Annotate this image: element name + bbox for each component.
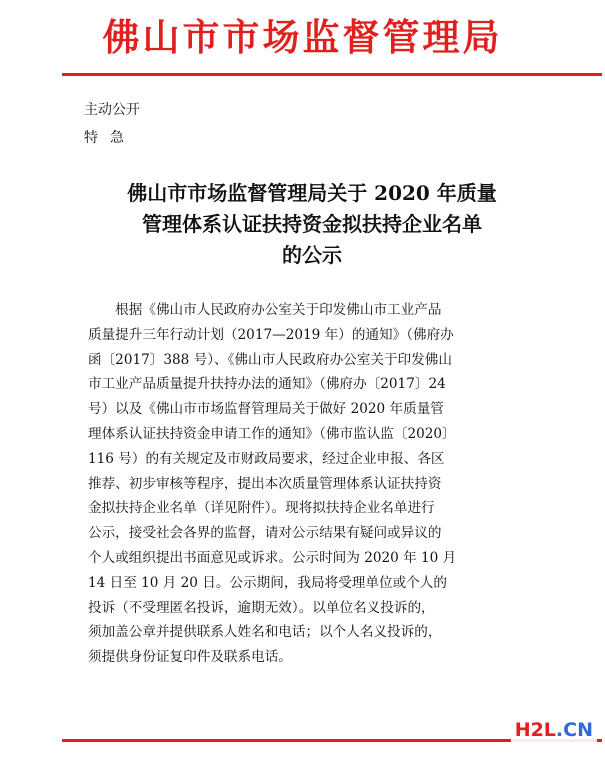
body-line: 投诉（不受理匿名投诉，逾期无效）。以单位名义投诉的， bbox=[88, 599, 435, 616]
body-line: 市工业产品质量提升扶持办法的通知》（佛府办〔2017〕24 bbox=[88, 376, 446, 393]
body-line: 14 日至 10 月 20 日。公示期间，我局将受理单位或个人的 bbox=[88, 574, 447, 591]
document-title-line: 佛山市市场监督管理局关于 2020 年质量 bbox=[127, 181, 497, 205]
document-header-org-name: 佛山市市场监督管理局 bbox=[102, 15, 503, 59]
body-line: 理体系认证扶持资金申请工作的通知》（佛市监认监〔2020〕 bbox=[88, 425, 456, 442]
urgency-label: 特急 bbox=[84, 130, 136, 146]
body-line: 金拟扶持企业名单（详见附件）。现将拟扶持企业名单进行 bbox=[88, 500, 435, 517]
body-line: 须提供身份证复印件及联系电话。 bbox=[88, 649, 292, 666]
body-line: 推荐、初步审核等程序，提出本次质量管理体系认证扶持资 bbox=[88, 475, 442, 492]
body-line: 质量提升三年行动计划（2017—2019 年）的通知》（佛府办 bbox=[88, 326, 454, 343]
body-line: 根据《佛山市人民政府办公室关于印发佛山市工业产品 bbox=[88, 302, 442, 318]
body-line: 函〔2017〕388 号）、《佛山市人民政府办公室关于印发佛山 bbox=[88, 351, 452, 368]
body-line: 116 号）的有关规定及市财政局要求，经过企业申报、各区 bbox=[88, 450, 445, 467]
site-watermark-logo bbox=[511, 715, 597, 745]
body-line: 个人或组织提出书面意见或诉求。公示时间为 2020 年 10 月 bbox=[88, 549, 457, 566]
document-body bbox=[88, 298, 528, 670]
disclosure-label: 主动公开 bbox=[84, 102, 140, 118]
document-title-line: 的公示 bbox=[282, 243, 342, 267]
document-title bbox=[62, 178, 562, 271]
watermark-part-cn: .CN bbox=[555, 719, 593, 741]
watermark-part-h2l: H2L bbox=[514, 719, 556, 741]
body-line: 公示，接受社会各界的监督，请对公示结果有疑问或异议的 bbox=[88, 525, 442, 542]
header-red-rule bbox=[62, 73, 602, 76]
body-line: 须加盖公章并提供联系人姓名和电话；以个人名义投诉的， bbox=[88, 624, 442, 641]
body-line: 号）以及《佛山市市场监督管理局关于做好 2020 年质量管 bbox=[88, 401, 444, 418]
document-title-line: 管理体系认证扶持资金拟扶持企业名单 bbox=[142, 212, 482, 236]
